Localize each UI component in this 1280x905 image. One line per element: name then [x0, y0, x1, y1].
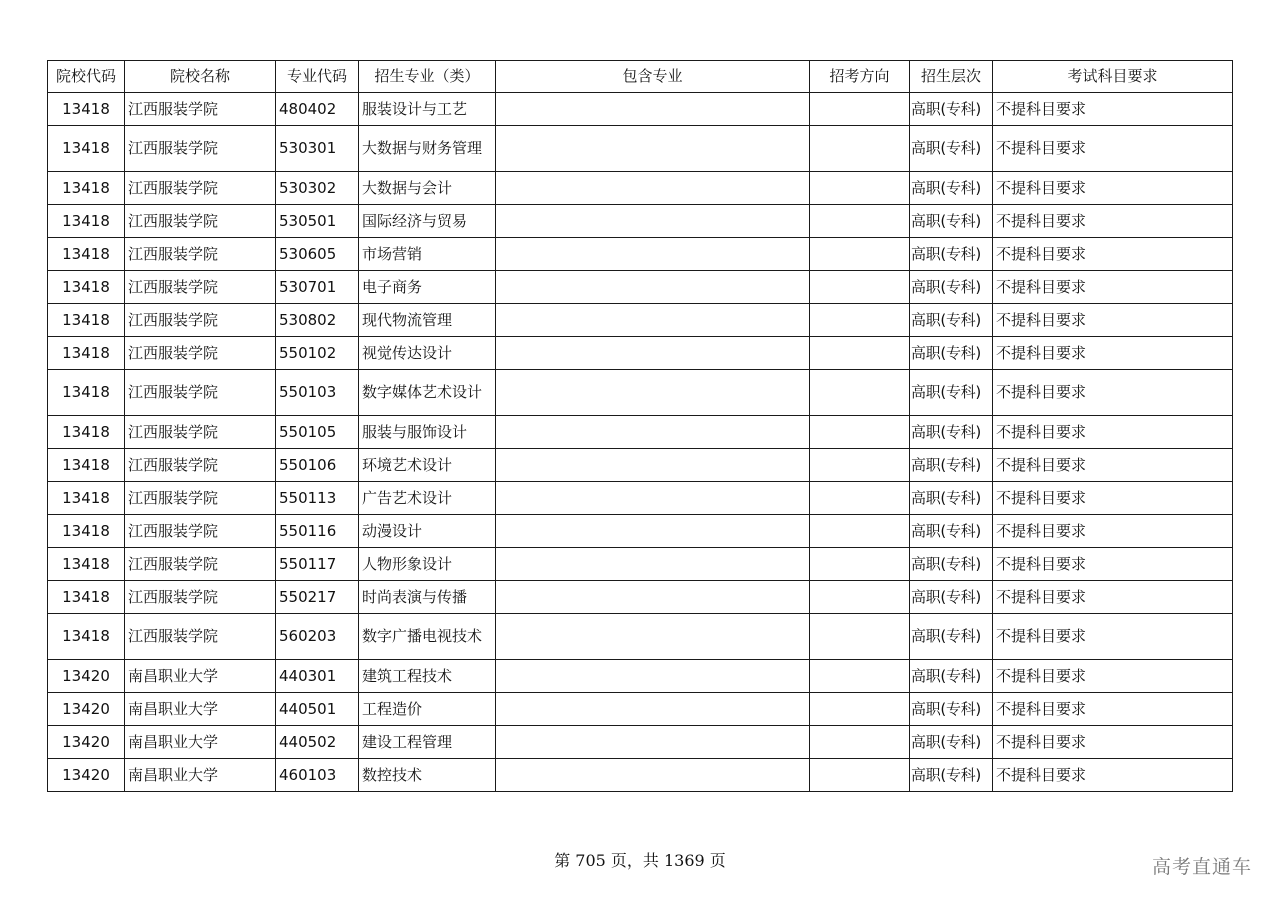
cell-included-majors	[496, 726, 810, 759]
cell-major: 时尚表演与传播	[359, 581, 496, 614]
table-row	[48, 726, 1233, 759]
cell-included-majors	[496, 304, 810, 337]
cell-included-majors	[496, 759, 810, 792]
cell-level: 高职(专科)	[910, 238, 993, 271]
cell-school-name: 江西服装学院	[125, 449, 276, 482]
table-row	[48, 693, 1233, 726]
table-row	[48, 337, 1233, 370]
cell-school-name: 江西服装学院	[125, 482, 276, 515]
cell-included-majors	[496, 271, 810, 304]
cell-included-majors	[496, 693, 810, 726]
cell-school-code: 13418	[48, 515, 125, 548]
cell-school-code: 13420	[48, 759, 125, 792]
cell-school-code: 13418	[48, 126, 125, 172]
cell-school-name: 江西服装学院	[125, 271, 276, 304]
cell-major: 动漫设计	[359, 515, 496, 548]
cell-included-majors	[496, 660, 810, 693]
cell-subject-requirement: 不提科目要求	[993, 482, 1233, 515]
cell-level: 高职(专科)	[910, 93, 993, 126]
cell-level: 高职(专科)	[910, 759, 993, 792]
cell-major: 市场营销	[359, 238, 496, 271]
cell-school-code: 13418	[48, 238, 125, 271]
cell-school-name: 南昌职业大学	[125, 759, 276, 792]
cell-direction	[810, 172, 910, 205]
table-row	[48, 93, 1233, 126]
cell-major-code: 550103	[276, 370, 359, 416]
cell-major: 广告艺术设计	[359, 482, 496, 515]
cell-level: 高职(专科)	[910, 449, 993, 482]
cell-subject-requirement: 不提科目要求	[993, 449, 1233, 482]
cell-school-name: 江西服装学院	[125, 515, 276, 548]
cell-direction	[810, 482, 910, 515]
cell-subject-requirement: 不提科目要求	[993, 126, 1233, 172]
cell-subject-requirement: 不提科目要求	[993, 581, 1233, 614]
cell-school-name: 江西服装学院	[125, 337, 276, 370]
cell-major: 数控技术	[359, 759, 496, 792]
cell-level: 高职(专科)	[910, 726, 993, 759]
cell-included-majors	[496, 172, 810, 205]
cell-school-code: 13420	[48, 660, 125, 693]
header-major: 招生专业（类）	[359, 61, 496, 93]
cell-level: 高职(专科)	[910, 693, 993, 726]
cell-level: 高职(专科)	[910, 271, 993, 304]
table-row	[48, 660, 1233, 693]
cell-direction	[810, 614, 910, 660]
table-row	[48, 370, 1233, 416]
cell-school-name: 江西服装学院	[125, 548, 276, 581]
cell-major: 服装设计与工艺	[359, 93, 496, 126]
table-row	[48, 172, 1233, 205]
cell-school-code: 13418	[48, 370, 125, 416]
cell-direction	[810, 238, 910, 271]
cell-major-code: 550113	[276, 482, 359, 515]
cell-included-majors	[496, 449, 810, 482]
cell-major: 数字广播电视技术	[359, 614, 496, 660]
table-row	[48, 449, 1233, 482]
cell-level: 高职(专科)	[910, 515, 993, 548]
cell-included-majors	[496, 370, 810, 416]
cell-included-majors	[496, 515, 810, 548]
cell-direction	[810, 515, 910, 548]
cell-major-code: 530301	[276, 126, 359, 172]
cell-level: 高职(专科)	[910, 581, 993, 614]
cell-school-code: 13418	[48, 614, 125, 660]
cell-direction	[810, 660, 910, 693]
cell-school-code: 13418	[48, 337, 125, 370]
cell-school-code: 13418	[48, 172, 125, 205]
cell-direction	[810, 548, 910, 581]
cell-subject-requirement: 不提科目要求	[993, 271, 1233, 304]
cell-school-code: 13418	[48, 205, 125, 238]
cell-subject-requirement: 不提科目要求	[993, 337, 1233, 370]
cell-included-majors	[496, 337, 810, 370]
cell-direction	[810, 370, 910, 416]
cell-included-majors	[496, 614, 810, 660]
cell-major-code: 550116	[276, 515, 359, 548]
table-row	[48, 581, 1233, 614]
cell-major: 建设工程管理	[359, 726, 496, 759]
header-included-majors: 包含专业	[496, 61, 810, 93]
table-row	[48, 205, 1233, 238]
cell-level: 高职(专科)	[910, 416, 993, 449]
cell-direction	[810, 416, 910, 449]
table-row	[48, 515, 1233, 548]
cell-subject-requirement: 不提科目要求	[993, 205, 1233, 238]
page-number: 第 705 页，共 1369 页	[554, 851, 726, 870]
cell-major: 现代物流管理	[359, 304, 496, 337]
table-row	[48, 614, 1233, 660]
cell-level: 高职(专科)	[910, 482, 993, 515]
cell-subject-requirement: 不提科目要求	[993, 416, 1233, 449]
cell-major: 大数据与财务管理	[359, 126, 496, 172]
cell-major: 视觉传达设计	[359, 337, 496, 370]
cell-school-name: 江西服装学院	[125, 172, 276, 205]
cell-subject-requirement: 不提科目要求	[993, 172, 1233, 205]
cell-school-name: 江西服装学院	[125, 581, 276, 614]
table-row	[48, 271, 1233, 304]
cell-included-majors	[496, 416, 810, 449]
table-row	[48, 126, 1233, 172]
table-body	[48, 93, 1233, 792]
cell-level: 高职(专科)	[910, 205, 993, 238]
cell-subject-requirement: 不提科目要求	[993, 548, 1233, 581]
cell-direction	[810, 93, 910, 126]
cell-included-majors	[496, 126, 810, 172]
header-school-name: 院校名称	[125, 61, 276, 93]
cell-school-name: 江西服装学院	[125, 304, 276, 337]
cell-major-code: 530501	[276, 205, 359, 238]
cell-school-code: 13418	[48, 548, 125, 581]
table-row	[48, 548, 1233, 581]
cell-major: 环境艺术设计	[359, 449, 496, 482]
table-row	[48, 482, 1233, 515]
cell-school-code: 13418	[48, 581, 125, 614]
cell-direction	[810, 693, 910, 726]
cell-subject-requirement: 不提科目要求	[993, 614, 1233, 660]
cell-major: 服装与服饰设计	[359, 416, 496, 449]
cell-school-code: 13418	[48, 449, 125, 482]
header-direction: 招考方向	[810, 61, 910, 93]
table-row	[48, 238, 1233, 271]
cell-direction	[810, 304, 910, 337]
cell-major-code: 440501	[276, 693, 359, 726]
cell-school-name: 江西服装学院	[125, 614, 276, 660]
cell-direction	[810, 726, 910, 759]
cell-included-majors	[496, 482, 810, 515]
cell-school-name: 南昌职业大学	[125, 726, 276, 759]
cell-subject-requirement: 不提科目要求	[993, 660, 1233, 693]
cell-major-code: 550102	[276, 337, 359, 370]
cell-major-code: 550106	[276, 449, 359, 482]
cell-school-name: 江西服装学院	[125, 126, 276, 172]
cell-direction	[810, 759, 910, 792]
cell-major-code: 480402	[276, 93, 359, 126]
cell-level: 高职(专科)	[910, 370, 993, 416]
cell-level: 高职(专科)	[910, 614, 993, 660]
cell-included-majors	[496, 238, 810, 271]
table-row	[48, 416, 1233, 449]
cell-major: 电子商务	[359, 271, 496, 304]
cell-major-code: 460103	[276, 759, 359, 792]
cell-major: 国际经济与贸易	[359, 205, 496, 238]
cell-subject-requirement: 不提科目要求	[993, 370, 1233, 416]
cell-school-name: 江西服装学院	[125, 205, 276, 238]
cell-major-code: 440502	[276, 726, 359, 759]
watermark-logo: 高考直通车	[1151, 856, 1252, 878]
cell-major-code: 440301	[276, 660, 359, 693]
cell-subject-requirement: 不提科目要求	[993, 304, 1233, 337]
cell-level: 高职(专科)	[910, 126, 993, 172]
cell-school-name: 南昌职业大学	[125, 693, 276, 726]
cell-major: 大数据与会计	[359, 172, 496, 205]
cell-major: 人物形象设计	[359, 548, 496, 581]
cell-school-code: 13418	[48, 304, 125, 337]
cell-direction	[810, 126, 910, 172]
cell-included-majors	[496, 93, 810, 126]
enrollment-table	[47, 60, 1233, 792]
cell-direction	[810, 581, 910, 614]
cell-school-code: 13420	[48, 693, 125, 726]
cell-major-code: 550105	[276, 416, 359, 449]
cell-major-code: 530605	[276, 238, 359, 271]
cell-included-majors	[496, 548, 810, 581]
cell-school-name: 江西服装学院	[125, 370, 276, 416]
header-major-code: 专业代码	[276, 61, 359, 93]
cell-subject-requirement: 不提科目要求	[993, 693, 1233, 726]
table-row	[48, 304, 1233, 337]
table-row	[48, 759, 1233, 792]
cell-level: 高职(专科)	[910, 172, 993, 205]
cell-included-majors	[496, 205, 810, 238]
header-school-code: 院校代码	[48, 61, 125, 93]
cell-school-name: 江西服装学院	[125, 238, 276, 271]
cell-school-code: 13420	[48, 726, 125, 759]
cell-major-code: 530802	[276, 304, 359, 337]
cell-subject-requirement: 不提科目要求	[993, 238, 1233, 271]
cell-subject-requirement: 不提科目要求	[993, 759, 1233, 792]
cell-direction	[810, 449, 910, 482]
cell-level: 高职(专科)	[910, 304, 993, 337]
cell-major-code: 530302	[276, 172, 359, 205]
cell-major: 建筑工程技术	[359, 660, 496, 693]
cell-major-code: 560203	[276, 614, 359, 660]
cell-school-code: 13418	[48, 416, 125, 449]
header-subject-requirement: 考试科目要求	[993, 61, 1233, 93]
cell-direction	[810, 271, 910, 304]
cell-major-code: 530701	[276, 271, 359, 304]
cell-major: 工程造价	[359, 693, 496, 726]
cell-level: 高职(专科)	[910, 337, 993, 370]
cell-major-code: 550217	[276, 581, 359, 614]
cell-school-name: 江西服装学院	[125, 416, 276, 449]
cell-major-code: 550117	[276, 548, 359, 581]
cell-school-code: 13418	[48, 93, 125, 126]
cell-school-name: 江西服装学院	[125, 93, 276, 126]
cell-major: 数字媒体艺术设计	[359, 370, 496, 416]
table-header-row	[48, 61, 1233, 93]
cell-school-code: 13418	[48, 482, 125, 515]
cell-school-name: 南昌职业大学	[125, 660, 276, 693]
cell-level: 高职(专科)	[910, 660, 993, 693]
cell-direction	[810, 205, 910, 238]
cell-school-code: 13418	[48, 271, 125, 304]
cell-subject-requirement: 不提科目要求	[993, 93, 1233, 126]
cell-included-majors	[496, 581, 810, 614]
cell-level: 高职(专科)	[910, 548, 993, 581]
header-level: 招生层次	[910, 61, 993, 93]
cell-subject-requirement: 不提科目要求	[993, 515, 1233, 548]
cell-direction	[810, 337, 910, 370]
cell-subject-requirement: 不提科目要求	[993, 726, 1233, 759]
